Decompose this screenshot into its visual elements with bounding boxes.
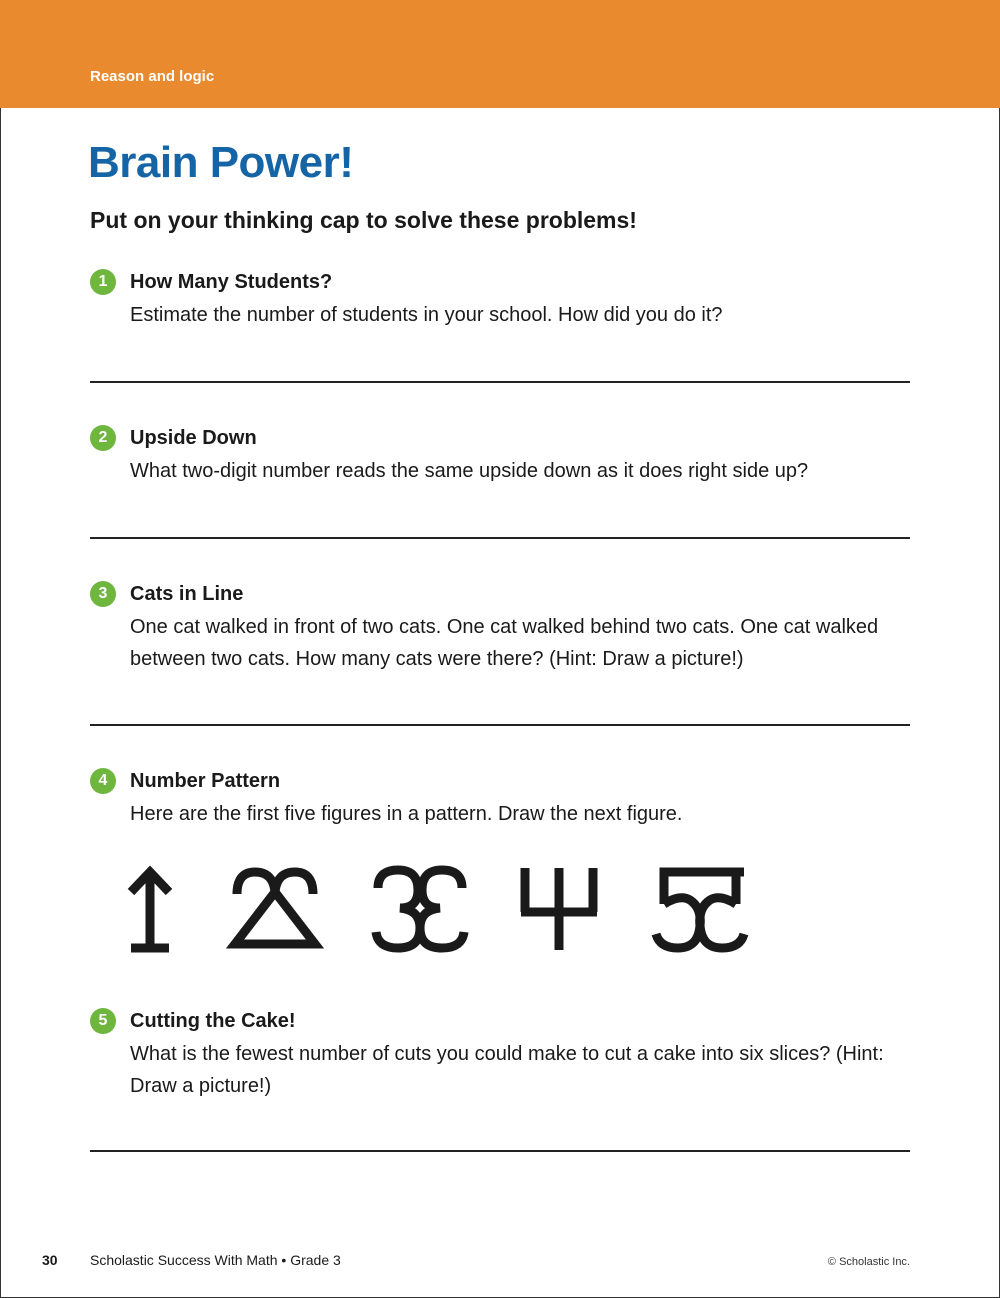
problem-body: One cat walked in front of two cats. One cat walked behind two cats. One cat walked between two cats. How many cats were there? (Hint: Draw a picture!) [130,616,879,670]
pattern-figure-2 [225,864,325,954]
answer-line-3[interactable] [90,724,910,726]
problem-title: Cutting the Cake! [130,1010,296,1032]
page-subtitle: Put on your thinking cap to solve these problems! [90,207,637,233]
pattern-figure-1 [125,864,175,954]
problem-number-badge: 1 [90,269,116,295]
answer-line-2[interactable] [90,537,910,539]
problem-body: Here are the first five figures in a pattern. Draw the next figure. [130,803,683,825]
pattern-figure-4 [517,864,601,954]
page-title: Brain Power! [88,138,354,187]
problem-title: Upside Down [130,427,257,449]
pattern-figures [125,864,765,956]
footer-page-number: 30 [42,1252,58,1268]
answer-line-5[interactable] [90,1150,910,1152]
pattern-figure-3 [370,864,470,954]
answer-line-1[interactable] [90,381,910,383]
problem-body: Estimate the number of students in your school. How did you do it? [130,304,723,326]
problem-body: What is the fewest number of cuts you could make to cut a cake into six slices? (Hint: Draw a picture!) [130,1043,884,1097]
problem-number-badge: 2 [90,425,116,451]
problem-title: Cats in Line [130,583,244,605]
problem-number-badge: 3 [90,581,116,607]
footer-copyright: © Scholastic Inc. [827,1256,910,1268]
problem-title: Number Pattern [130,770,281,792]
problem-number-badge: 5 [90,1008,116,1034]
problem-title: How Many Students? [130,271,333,293]
pattern-figure-5 [650,864,750,954]
header-band [0,0,1000,108]
problem-number-badge: 4 [90,768,116,794]
problem-body: What two-digit number reads the same upside down as it does right side up? [130,460,809,482]
footer-book-title: Scholastic Success With Math • Grade 3 [90,1252,341,1268]
section-label: Reason and logic [90,68,215,85]
